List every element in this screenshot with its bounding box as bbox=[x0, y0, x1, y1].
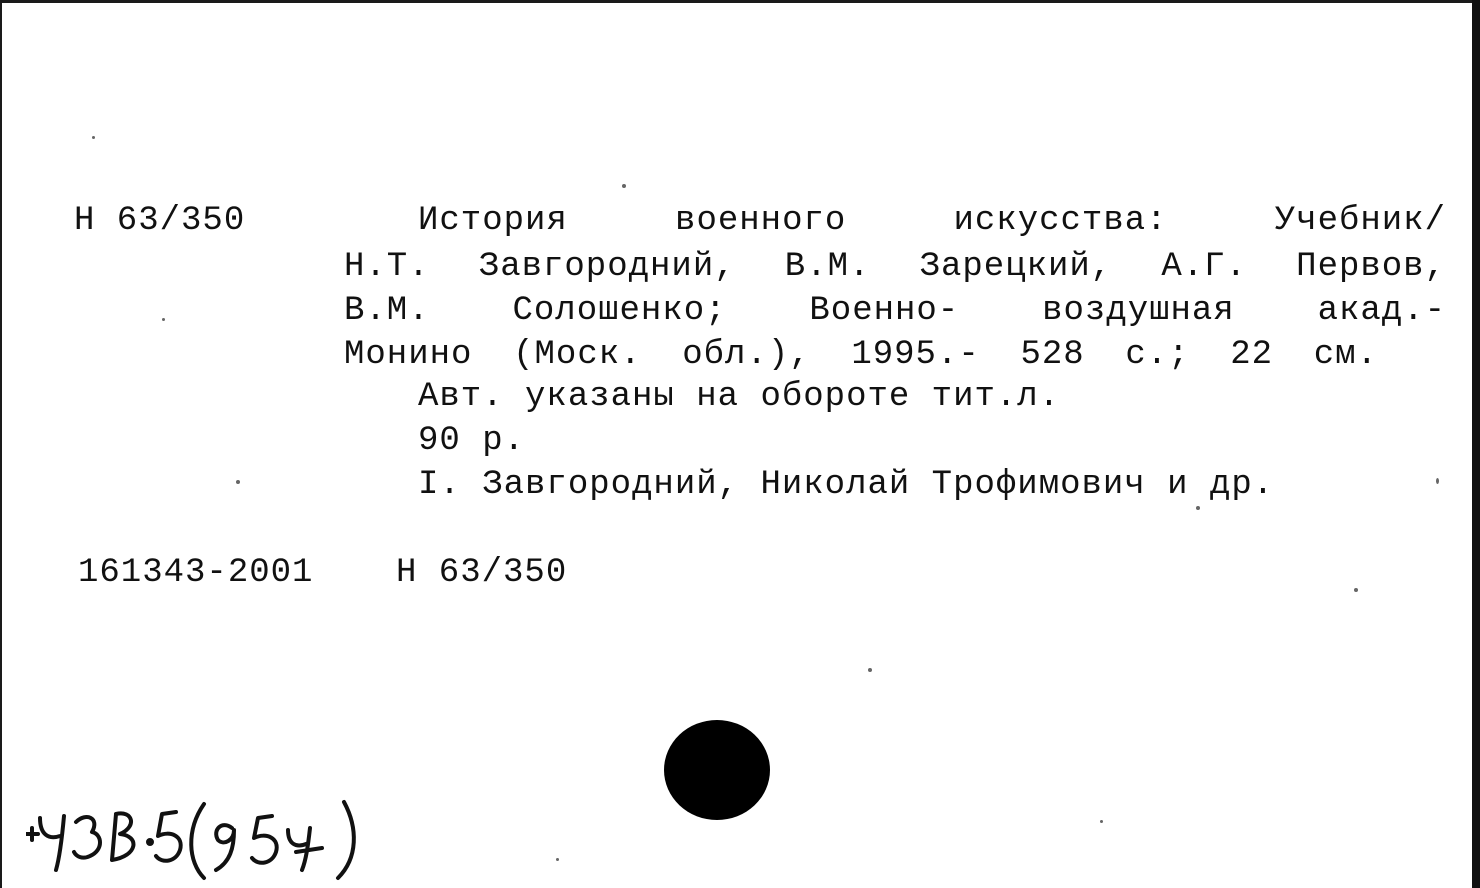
scan-speck bbox=[162, 318, 165, 321]
note-added-entry: I. Завгородний, Николай Трофимович и др. bbox=[418, 466, 1275, 504]
description-line-4: Монино (Моск. обл.), 1995.- 528 с.; 22 см. bbox=[344, 336, 1378, 374]
scan-speck bbox=[556, 858, 559, 861]
card-right-edge bbox=[1472, 0, 1480, 888]
inventory-call-number: Н 63/350 bbox=[396, 554, 568, 592]
scan-speck bbox=[1436, 478, 1439, 484]
description-line-3: В.М. Солошенко; Военно- воздушная акад.- bbox=[344, 292, 1446, 330]
scan-speck bbox=[1196, 506, 1200, 510]
note-authors: Авт. указаны на обороте тит.л. bbox=[418, 378, 1061, 416]
card-top-edge bbox=[0, 0, 1472, 3]
card-punch-hole bbox=[664, 720, 770, 820]
note-price: 90 р. bbox=[418, 422, 526, 460]
inventory-number: 161343-2001 bbox=[78, 554, 314, 592]
scan-speck bbox=[868, 668, 872, 672]
scan-speck bbox=[1354, 588, 1358, 592]
call-number: Н 63/350 bbox=[74, 202, 246, 240]
scan-speck bbox=[92, 136, 95, 139]
description-line-2: Н.Т. Завгородний, В.М. Зарецкий, А.Г. Первов, bbox=[344, 248, 1446, 286]
handwritten-shelfmark bbox=[26, 790, 366, 886]
scan-speck bbox=[622, 184, 626, 188]
description-line-1: История военного искусства: Учебник/ bbox=[418, 202, 1446, 240]
scan-speck bbox=[1100, 820, 1103, 823]
card-left-edge bbox=[0, 0, 2, 888]
scan-speck bbox=[236, 480, 240, 484]
